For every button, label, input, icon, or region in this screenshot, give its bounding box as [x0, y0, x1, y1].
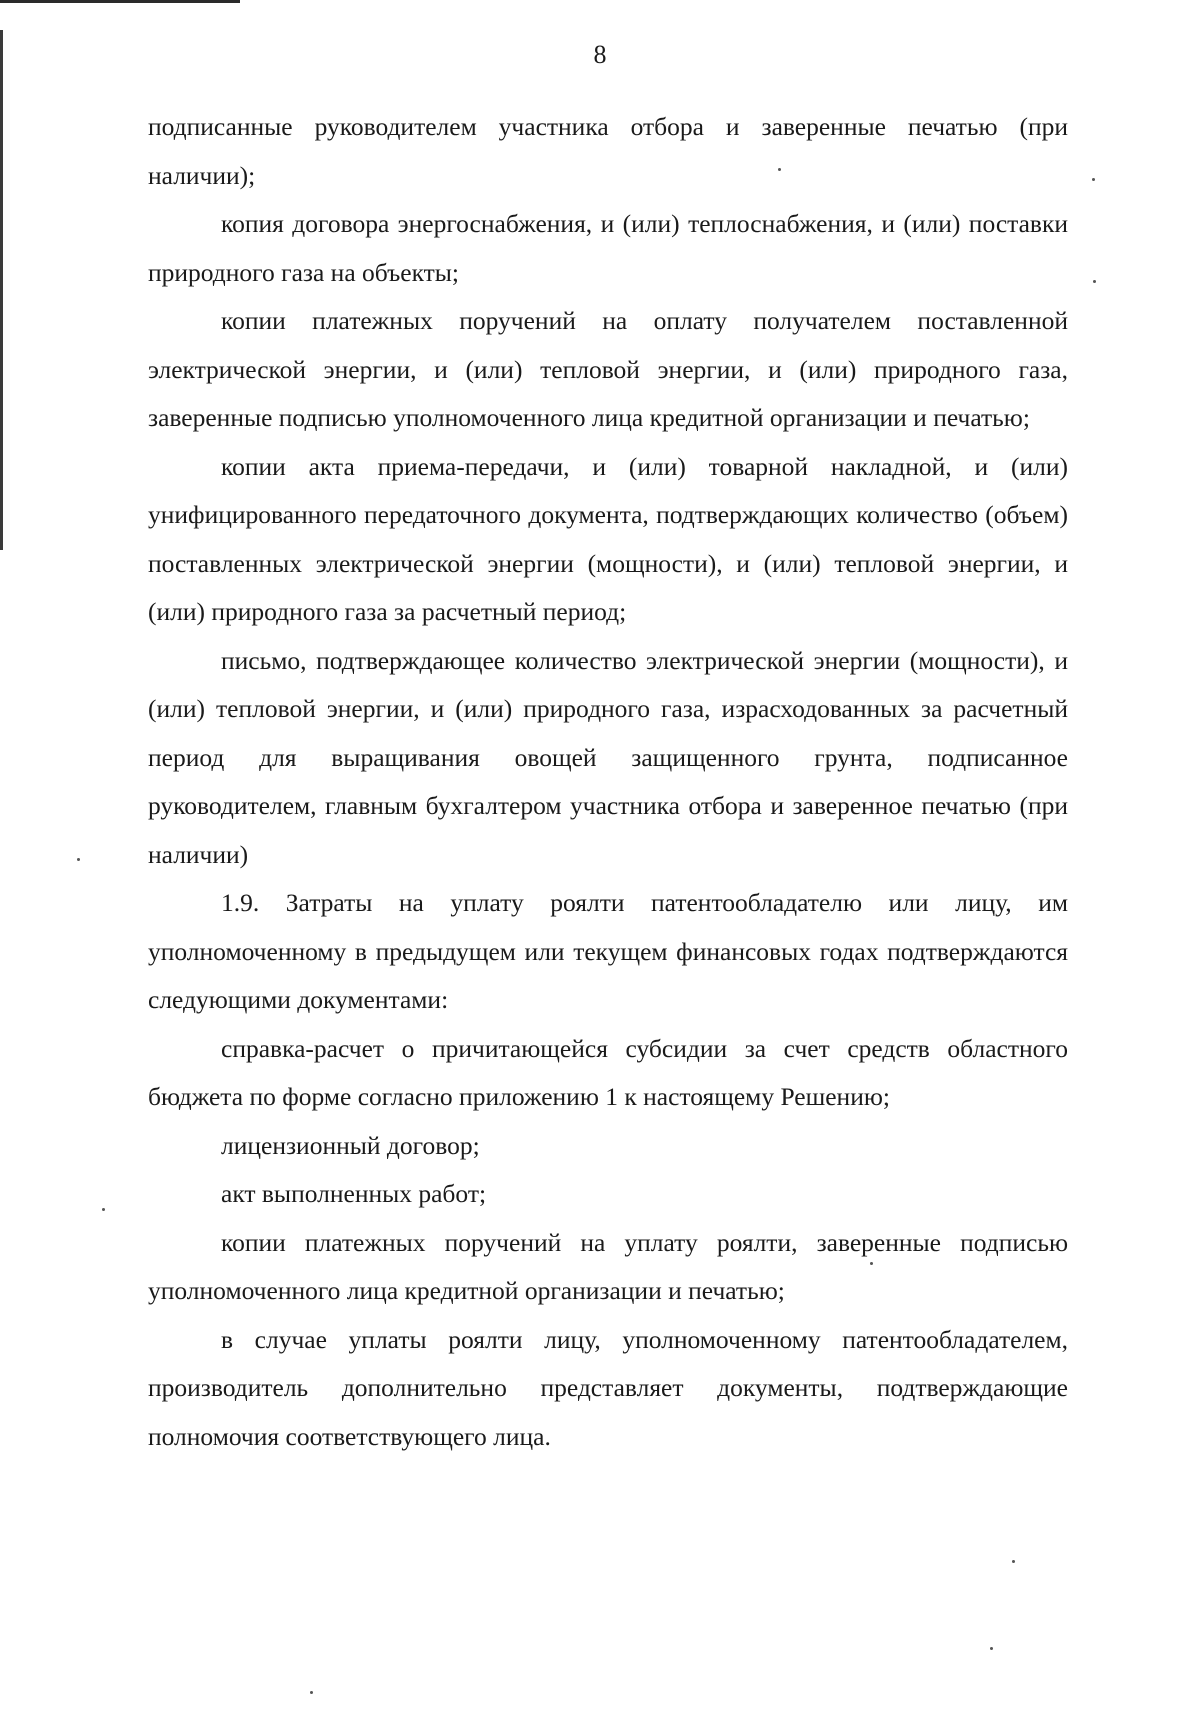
scan-speck [870, 1262, 873, 1265]
scan-speck [310, 1691, 313, 1694]
page-number: 8 [593, 40, 607, 69]
paragraph-signed-by-head: подписанные руководителем участника отбора и заверенные печатью (при наличии); [148, 112, 1068, 190]
paragraph-consumption-letter: письмо, подтверждающее количество электрической энергии (мощности), и (или) тепловой энергии, и (или) природного газа, израсходованных за расчетный период для выращивания овощей защищенного грунта, подписанное руководителем, главным бухгалтером участника отбора и заверенное печатью (при наличии) [148, 645, 1068, 869]
paragraph-work-act: акт выполненных работ; [221, 1179, 487, 1208]
scan-edge-top [0, 0, 240, 3]
paragraph-subsidy-calculation: справка-расчет о причитающейся субсидии за счет средств областного бюджета по форме согласно приложению 1 к настоящему Решению; [148, 1033, 1068, 1111]
scan-speck [102, 1208, 105, 1211]
paragraph-authorized-person: в случае уплаты роялти лицу, уполномоченному патентообладателем, производитель дополнительно представляет документы, подтверждающие полномочия соответствующего лица. [148, 1324, 1068, 1451]
document-body [148, 103, 1068, 1461]
scan-speck [1092, 178, 1095, 181]
paragraph-energy-contract: копия договора энергоснабжения, и (или) теплоснабжения, и (или) поставки природного газа на объекты; [148, 209, 1068, 287]
paragraph-transfer-acts: копии акта приема-передачи, и (или) товарной накладной, и (или) унифицированного передаточного документа, подтверждающих количество (объем) поставленных электрической энергии (мощности), и (или) тепловой энергии, и (или) природного газа за расчетный период; [148, 451, 1068, 626]
paragraph-royalty-costs: 1.9. Затраты на уплату роялти патентообладателю или лицу, им уполномоченному в предыдущем или текущем финансовых годах подтверждаются следующими документами: [148, 888, 1068, 1014]
scan-edge-left [0, 30, 3, 550]
paragraph-license-agreement: лицензионный договор; [221, 1130, 480, 1160]
scan-speck [77, 858, 80, 861]
paragraph-royalty-payment-orders: копии платежных поручений на уплату роялти, заверенные подписью уполномоченного лица кредитной организации и печатью; [148, 1227, 1068, 1305]
paragraph-payment-orders: копии платежных поручений на оплату получателем поставленной электрической энергии, и (или) тепловой энергии, и (или) природного газа, заверенные подписью уполномоченного лица кредитной организации и печатью; [148, 306, 1068, 432]
scan-speck [778, 168, 781, 171]
scan-speck [990, 1647, 993, 1650]
scan-speck [1093, 280, 1096, 283]
scan-speck [1012, 1560, 1015, 1563]
